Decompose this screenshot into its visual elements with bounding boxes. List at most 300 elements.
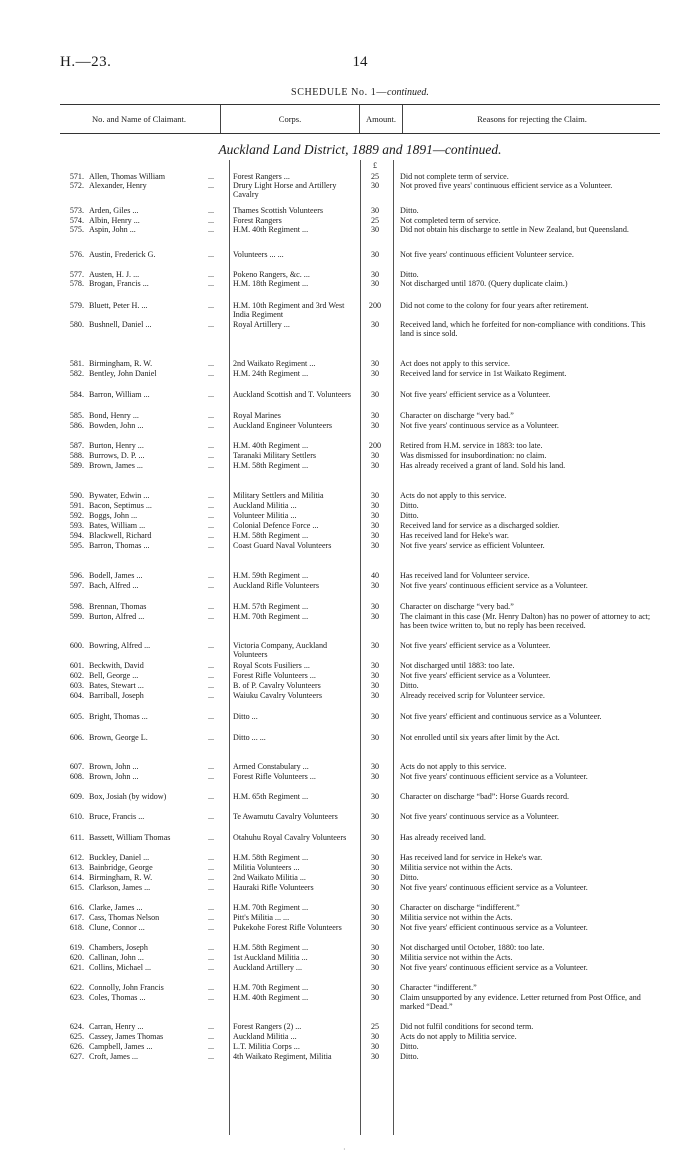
- corps-name: Taranaki Military Settlers: [233, 451, 317, 460]
- claim-number: 578.: [69, 279, 84, 288]
- corps-name: 2nd Waikato Militia ...: [233, 873, 306, 882]
- leader-dots: ...: [208, 320, 215, 329]
- corps-name: H.M. 57th Regiment ...: [233, 602, 309, 611]
- claim-amount: 30: [370, 963, 380, 972]
- claimant-name: Clune, Connor ...: [89, 923, 145, 932]
- claim-number: 602.: [69, 671, 84, 680]
- claimant-name: Coles, Thomas ...: [89, 993, 146, 1002]
- corps-name: Pitt's Militia ... ...: [233, 913, 290, 922]
- rejection-reason: Not five years' continuous service as a Volunteer.: [400, 812, 559, 821]
- claimant-name: Alexander, Henry: [89, 181, 147, 190]
- claim-amount: 30: [370, 993, 380, 1002]
- claim-number: 608.: [69, 772, 84, 781]
- leader-dots: ...: [208, 581, 215, 590]
- claim-number: 599.: [69, 612, 84, 621]
- corps-name: Ditto ...: [233, 712, 258, 721]
- corps-name: H.M. 40th Regiment ...: [233, 993, 309, 1002]
- rejection-reason: Not five years' service as efficient Volunteer.: [400, 541, 545, 550]
- leader-dots: ...: [208, 225, 215, 234]
- claim-number: 603.: [69, 681, 84, 690]
- claim-number: 627.: [69, 1052, 84, 1061]
- claim-amount: 30: [370, 691, 380, 700]
- claimant-name: Bushnell, Daniel ...: [89, 320, 152, 329]
- claimant-name: Cass, Thomas Nelson: [89, 913, 160, 922]
- claimant-name: Callinan, John ...: [89, 953, 144, 962]
- claimant-name: Boggs, John ...: [89, 511, 138, 520]
- corps-name: Victoria Company, Auckland Volunteers: [233, 641, 328, 660]
- claim-number: 626.: [69, 1042, 84, 1051]
- corps-name: H.M. 58th Regiment ...: [233, 531, 309, 540]
- claim-amount: 30: [370, 772, 380, 781]
- claim-amount: 30: [370, 359, 380, 368]
- rejection-reason: Received land for service as a discharged soldier.: [400, 521, 560, 530]
- claim-amount: 30: [370, 521, 380, 530]
- leader-dots: ...: [208, 206, 215, 215]
- rejection-reason: Character on discharge “bad”: Horse Guards record.: [400, 792, 570, 801]
- rejection-reason: Ditto.: [400, 1052, 419, 1061]
- rejection-reason: Character on discharge “indifferent.”: [400, 903, 520, 912]
- claim-amount: 30: [370, 792, 380, 801]
- rejection-reason: Militia service not within the Acts.: [400, 953, 513, 962]
- schedule-title-text: SCHEDULE No. 1—: [291, 87, 387, 98]
- claimant-name: Bowden, John ...: [89, 421, 144, 430]
- claimant-name: Aspin, John ...: [89, 225, 136, 234]
- claim-amount: 30: [370, 1052, 380, 1061]
- claim-amount: 30: [370, 733, 380, 742]
- corps-name: Otahuhu Royal Cavalry Volunteers: [233, 833, 347, 842]
- claim-number: 588.: [69, 451, 84, 460]
- rejection-reason: Did not complete term of service.: [400, 172, 509, 181]
- leader-dots: ...: [208, 1022, 215, 1031]
- leader-dots: ...: [208, 661, 215, 670]
- leader-dots: ...: [208, 541, 215, 550]
- rejection-reason: Not five years' continuous efficient service as a Volunteer.: [400, 772, 588, 781]
- rejection-reason: Not five years' efficient and continuous service as a Volunteer.: [400, 712, 602, 721]
- rejection-reason: Not five years' continuous efficient service as a Volunteer.: [400, 963, 588, 972]
- claim-amount: 30: [370, 983, 380, 992]
- leader-dots: ...: [208, 833, 215, 842]
- rejection-reason: Character on discharge “very bad.”: [400, 602, 514, 611]
- claim-amount: 30: [370, 833, 380, 842]
- claimant-name: Bassett, William Thomas: [89, 833, 171, 842]
- leader-dots: ...: [208, 681, 215, 690]
- claimant-name: Bywater, Edwin ...: [89, 491, 150, 500]
- claimant-name: Brogan, Francis ...: [89, 279, 149, 288]
- claimant-name: Beckwith, David: [89, 661, 144, 670]
- leader-dots: ...: [208, 359, 215, 368]
- claim-number: 624.: [69, 1022, 84, 1031]
- rejection-reason: Not five years' efficient service as a Volunteer.: [400, 641, 551, 650]
- claimant-name: Brown, George L.: [89, 733, 148, 742]
- rejection-reason: Ditto.: [400, 501, 419, 510]
- claim-amount: 30: [370, 461, 380, 470]
- column-divider-amount: [360, 160, 361, 1135]
- corps-name: Forest Rangers ...: [233, 172, 290, 181]
- claimant-name: Clarkson, James ...: [89, 883, 151, 892]
- claim-amount: 25: [370, 172, 380, 181]
- rejection-reason: The claimant in this case (Mr. Henry Dalton) has no power of attorney to act; has been twice written to, but no reply has been received.: [400, 612, 651, 631]
- leader-dots: ...: [208, 531, 215, 540]
- corps-name: H.M. 24th Regiment ...: [233, 369, 309, 378]
- leader-dots: ...: [208, 612, 215, 621]
- leader-dots: ...: [208, 421, 215, 430]
- claimant-name: Collins, Michael ...: [89, 963, 152, 972]
- claim-number: 616.: [69, 903, 84, 912]
- claimant-name: Barron, William ...: [89, 390, 150, 399]
- leader-dots: ...: [208, 1042, 215, 1051]
- leader-dots: ...: [208, 712, 215, 721]
- claimant-name: Carran, Henry ...: [89, 1022, 144, 1031]
- claim-number: 613.: [69, 863, 84, 872]
- leader-dots: ...: [208, 853, 215, 862]
- claim-amount: 30: [370, 531, 380, 540]
- claim-amount: 30: [370, 421, 380, 430]
- claimant-name: Bell, George ...: [89, 671, 139, 680]
- leader-dots: ...: [208, 369, 215, 378]
- claimant-name: Clarke, James ...: [89, 903, 143, 912]
- claim-number: 598.: [69, 602, 84, 611]
- claim-amount: 30: [370, 863, 380, 872]
- claim-amount: 30: [370, 883, 380, 892]
- claim-amount: 30: [370, 943, 380, 952]
- claimant-name: Barron, Thomas ...: [89, 541, 150, 550]
- claimant-name: Brown, John ...: [89, 762, 139, 771]
- corps-name: Auckland Rifle Volunteers: [233, 581, 320, 590]
- leader-dots: ...: [208, 983, 215, 992]
- claimant-name: Burton, Alfred ...: [89, 612, 145, 621]
- claim-amount: 30: [370, 953, 380, 962]
- claimant-name: Bentley, John Daniel: [89, 369, 157, 378]
- leader-dots: ...: [208, 943, 215, 952]
- claim-number: 582.: [69, 369, 84, 378]
- corps-name: Auckland Militia ...: [233, 1032, 297, 1041]
- rejection-reason: Not discharged until 1870. (Query duplicate claim.): [400, 279, 568, 288]
- claim-amount: 30: [370, 541, 380, 550]
- rejection-reason: Ditto.: [400, 270, 419, 279]
- leader-dots: ...: [208, 602, 215, 611]
- claimant-name: Bach, Alfred ...: [89, 581, 139, 590]
- corps-name: H.M. 70th Regiment ...: [233, 983, 309, 992]
- claim-amount: 30: [370, 873, 380, 882]
- corps-name: Volunteer Militia ...: [233, 511, 297, 520]
- claim-amount: 30: [370, 270, 380, 279]
- leader-dots: ...: [208, 250, 215, 259]
- corps-name: H.M. 40th Regiment ...: [233, 225, 309, 234]
- leader-dots: ...: [208, 491, 215, 500]
- rejection-reason: Claim unsupported by any evidence. Letter returned from Post Office, and marked “Dead.”: [400, 993, 641, 1012]
- claimant-name: Barriball, Joseph: [89, 691, 144, 700]
- leader-dots: ...: [208, 873, 215, 882]
- leader-dots: ...: [208, 913, 215, 922]
- claim-number: 576.: [69, 250, 84, 259]
- claim-amount: 30: [370, 712, 380, 721]
- rejection-reason: Ditto.: [400, 1042, 419, 1051]
- claim-number: 573.: [69, 206, 84, 215]
- claim-number: 591.: [69, 501, 84, 510]
- leader-dots: ...: [208, 691, 215, 700]
- corps-name: Colonial Defence Force ...: [233, 521, 319, 530]
- claim-number: 611.: [70, 833, 84, 842]
- leader-dots: ...: [208, 301, 215, 310]
- rejection-reason: Acts do not apply to Militia service.: [400, 1032, 517, 1041]
- leader-dots: ...: [208, 216, 215, 225]
- claim-number: 589.: [69, 461, 84, 470]
- rejection-reason: Not completed term of service.: [400, 216, 501, 225]
- rejection-reason: Ditto.: [400, 511, 419, 520]
- claim-amount: 40: [370, 571, 380, 580]
- claimant-name: Austen, H. J. ...: [89, 270, 140, 279]
- claim-amount: 30: [370, 812, 380, 821]
- claim-number: 612.: [69, 853, 84, 862]
- corps-name: Hauraki Rifle Volunteers: [233, 883, 314, 892]
- claimant-name: Box, Josiah (by widow): [89, 792, 167, 801]
- report-reference: H.—23.: [60, 54, 112, 70]
- claim-amount: 30: [370, 681, 380, 690]
- page-header: [60, 54, 660, 74]
- rejection-reason: Acts do not apply to this service.: [400, 491, 507, 500]
- leader-dots: ...: [208, 903, 215, 912]
- rejection-reason: Acts do not apply to this service.: [400, 762, 507, 771]
- corps-name: H.M. 70th Regiment ...: [233, 903, 309, 912]
- corps-name: Waiuku Cavalry Volunteers: [233, 691, 322, 700]
- corps-name: H.M. 58th Regiment ...: [233, 853, 309, 862]
- claimant-name: Bowring, Alfred ...: [89, 641, 151, 650]
- claimant-name: Bates, William ...: [89, 521, 146, 530]
- corps-name: Pukekohe Forest Rifle Volunteers: [233, 923, 342, 932]
- claimant-name: Bates, Stewart ...: [89, 681, 144, 690]
- leader-dots: ...: [208, 181, 215, 190]
- claim-amount: 30: [370, 612, 380, 621]
- claimant-name: Burrows, D. P. ...: [89, 451, 145, 460]
- claim-number: 592.: [69, 511, 84, 520]
- corps-name: Pokeno Rangers, &c. ...: [233, 270, 310, 279]
- leader-dots: ...: [208, 812, 215, 821]
- claim-number: 577.: [69, 270, 84, 279]
- claim-amount: 30: [370, 762, 380, 771]
- corps-name: Forest Rangers (2) ...: [233, 1022, 302, 1031]
- claimant-name: Connolly, John Francis: [89, 983, 164, 992]
- leader-dots: ...: [208, 883, 215, 892]
- claim-amount: 30: [370, 511, 380, 520]
- leader-dots: ...: [208, 451, 215, 460]
- rejection-reason: Not five years' efficient service as a Volunteer.: [400, 390, 551, 399]
- claimant-name: Chambers, Joseph: [89, 943, 148, 952]
- corps-name: H.M. 18th Regiment ...: [233, 279, 309, 288]
- section-title: [60, 142, 660, 158]
- corps-name: Royal Marines: [233, 411, 281, 420]
- leader-dots: ...: [208, 501, 215, 510]
- rejection-reason: Already received scrip for Volunteer service.: [400, 691, 545, 700]
- claim-number: 600.: [69, 641, 84, 650]
- rejection-reason: Did not fulfil conditions for second term.: [400, 1022, 534, 1031]
- rejection-reason: Not enrolled until six years after limit by the Act.: [400, 733, 560, 742]
- rejection-reason: Ditto.: [400, 206, 419, 215]
- leader-dots: ...: [208, 923, 215, 932]
- claim-number: 619.: [69, 943, 84, 952]
- claimant-name: Allen, Thomas William: [89, 172, 166, 181]
- leader-dots: ...: [208, 441, 215, 450]
- claim-amount: 30: [370, 225, 380, 234]
- claim-number: 605.: [69, 712, 84, 721]
- rejection-reason: Has already received land.: [400, 833, 486, 842]
- rejection-reason: Has received land for Volunteer service.: [400, 571, 530, 580]
- corps-name: H.M. 10th Regiment and 3rd West India Regiment: [233, 301, 345, 320]
- claim-amount: 30: [370, 1032, 380, 1041]
- currency-symbol: £: [373, 161, 377, 170]
- claimant-name: Bright, Thomas ...: [89, 712, 148, 721]
- claimant-name: Brennan, Thomas: [89, 602, 147, 611]
- corps-name: Auckland Artillery ...: [233, 963, 303, 972]
- page-number: 14: [352, 54, 368, 70]
- corps-name: Royal Scots Fusiliers ...: [233, 661, 310, 670]
- rejection-reason: Retired from H.M. service in 1883: too late.: [400, 441, 543, 450]
- claim-number: 571.: [69, 172, 84, 181]
- claim-number: 620.: [69, 953, 84, 962]
- corps-name: Auckland Scottish and T. Volunteers: [233, 390, 351, 399]
- claim-number: 586.: [69, 421, 84, 430]
- corps-name: Te Awamutu Cavalry Volunteers: [233, 812, 338, 821]
- rejection-reason: Character “indifferent.”: [400, 983, 477, 992]
- claim-number: 614.: [69, 873, 84, 882]
- claim-amount: 30: [370, 903, 380, 912]
- rejection-reason: Act does not apply to this service.: [400, 359, 510, 368]
- corps-name: Volunteers ... ...: [233, 250, 284, 259]
- schedule-title: [60, 87, 660, 98]
- leader-dots: ...: [208, 1052, 215, 1061]
- rejection-reason: Militia service not within the Acts.: [400, 913, 513, 922]
- claim-amount: 30: [370, 320, 380, 329]
- corps-name: Forest Rifle Volunteers ...: [233, 671, 316, 680]
- claim-amount: 30: [370, 853, 380, 862]
- claim-number: 574.: [69, 216, 84, 225]
- claim-number: 572.: [69, 181, 84, 190]
- claim-number: 580.: [69, 320, 84, 329]
- claim-number: 581.: [69, 359, 84, 368]
- corps-name: Auckland Militia ...: [233, 501, 297, 510]
- leader-dots: ...: [208, 963, 215, 972]
- claimant-name: Bond, Henry ...: [89, 411, 139, 420]
- claimant-name: Bacon, Septimus ...: [89, 501, 152, 510]
- claim-number: 590.: [69, 491, 84, 500]
- rejection-reason: Did not come to the colony for four years after retirement.: [400, 301, 589, 310]
- corps-name: H.M. 58th Regiment ...: [233, 461, 309, 470]
- claim-amount: 30: [370, 602, 380, 611]
- corps-name: Forest Rangers: [233, 216, 282, 225]
- corps-name: H.M. 58th Regiment ...: [233, 943, 309, 952]
- rejection-reason: Not five years' continuous efficient Volunteer service.: [400, 250, 574, 259]
- claimant-name: Bruce, Francis ...: [89, 812, 145, 821]
- corps-name: Ditto ... ...: [233, 733, 266, 742]
- claim-number: 594.: [69, 531, 84, 540]
- claimant-name: Birmingham, R. W.: [89, 359, 153, 368]
- rejection-reason: Not five years' continuous efficient service as a Volunteer.: [400, 883, 588, 892]
- claim-number: 604.: [69, 691, 84, 700]
- claimant-name: Brown, John ...: [89, 772, 139, 781]
- claimant-name: Albin, Henry ...: [89, 216, 140, 225]
- claim-number: 623.: [69, 993, 84, 1002]
- claim-amount: 30: [370, 181, 380, 190]
- claim-amount: 30: [370, 1042, 380, 1051]
- corps-name: Auckland Engineer Volunteers: [233, 421, 333, 430]
- claim-number: 575.: [69, 225, 84, 234]
- claim-number: 609.: [69, 792, 84, 801]
- claimant-name: Birmingham, R. W.: [89, 873, 153, 882]
- rejection-reason: Not discharged until October, 1880: too late.: [400, 943, 545, 952]
- claim-number: 615.: [69, 883, 84, 892]
- leader-dots: ...: [208, 641, 215, 650]
- claim-amount: 30: [370, 206, 380, 215]
- corps-name: Thames Scottish Volunteers: [233, 206, 324, 215]
- rejection-reason: Has received land for Heke's war.: [400, 531, 509, 540]
- leader-dots: ...: [208, 863, 215, 872]
- claim-amount: 30: [370, 250, 380, 259]
- page-mark: ·: [343, 1145, 346, 1154]
- rejection-reason: Has already received a grant of land. Sold his land.: [400, 461, 566, 470]
- claim-number: 596.: [69, 571, 84, 580]
- schedule-title-continued: continued.: [387, 87, 429, 98]
- leader-dots: ...: [208, 733, 215, 742]
- column-divider-reasons: [393, 160, 394, 1135]
- claim-amount: 25: [370, 1022, 380, 1031]
- claim-number: 585.: [69, 411, 84, 420]
- rejection-reason: Not proved five years' continuous efficient service as a Volunteer.: [400, 181, 613, 190]
- claimant-name: Croft, James ...: [89, 1052, 139, 1061]
- leader-dots: ...: [208, 172, 215, 181]
- claim-number: 621.: [69, 963, 84, 972]
- leader-dots: ...: [208, 772, 215, 781]
- leader-dots: ...: [208, 270, 215, 279]
- rejection-reason: Not discharged until 1883: too late.: [400, 661, 515, 670]
- corps-name: Drury Light Horse and Artillery Cavalry: [233, 181, 337, 200]
- claim-amount: 30: [370, 661, 380, 670]
- leader-dots: ...: [208, 521, 215, 530]
- claim-number: 607.: [69, 762, 84, 771]
- rejection-reason: Not five years' continuous efficient service as a Volunteer.: [400, 581, 588, 590]
- corps-name: Military Settlers and Militia: [233, 491, 324, 500]
- claimant-name: Buckley, Daniel ...: [89, 853, 150, 862]
- claimant-name: Bluett, Peter H. ...: [89, 301, 148, 310]
- claimant-name: Blackwell, Richard: [89, 531, 152, 540]
- claim-number: 601.: [69, 661, 84, 670]
- claim-number: 587.: [69, 441, 84, 450]
- column-header-reasons: Reasons for rejecting the Claim.: [402, 105, 661, 133]
- corps-name: Coast Guard Naval Volunteers: [233, 541, 332, 550]
- claim-number: 593.: [69, 521, 84, 530]
- corps-name: 2nd Waikato Regiment ...: [233, 359, 316, 368]
- corps-name: Armed Constabulary ...: [233, 762, 309, 771]
- claim-number: 584.: [69, 390, 84, 399]
- rejection-reason: Not five years' efficient continuous service as a Volunteer.: [400, 923, 588, 932]
- rejection-reason: Received land, which he forfeited for non-compliance with conditions. This land is since sold.: [400, 320, 646, 339]
- claimant-name: Campbell, James ...: [89, 1042, 153, 1051]
- claim-number: 597.: [69, 581, 84, 590]
- rejection-reason: Not five years' efficient service as a Volunteer.: [400, 671, 551, 680]
- claim-amount: 30: [370, 279, 380, 288]
- rejection-reason: Was dismissed for insubordination: no claim.: [400, 451, 547, 460]
- claimant-name: Bodell, James ...: [89, 571, 143, 580]
- claim-number: 606.: [69, 733, 84, 742]
- leader-dots: ...: [208, 411, 215, 420]
- corps-name: L.T. Militia Corps ...: [233, 1042, 300, 1051]
- claimant-name: Arden, Giles ...: [89, 206, 139, 215]
- claim-number: 622.: [69, 983, 84, 992]
- claim-amount: 30: [370, 501, 380, 510]
- column-divider-corps: [229, 160, 230, 1135]
- claim-amount: 30: [370, 411, 380, 420]
- claimant-name: Austin, Frederick G.: [89, 250, 156, 259]
- corps-name: B. of P. Cavalry Volunteers: [233, 681, 321, 690]
- corps-name: H.M. 65th Regiment ...: [233, 792, 309, 801]
